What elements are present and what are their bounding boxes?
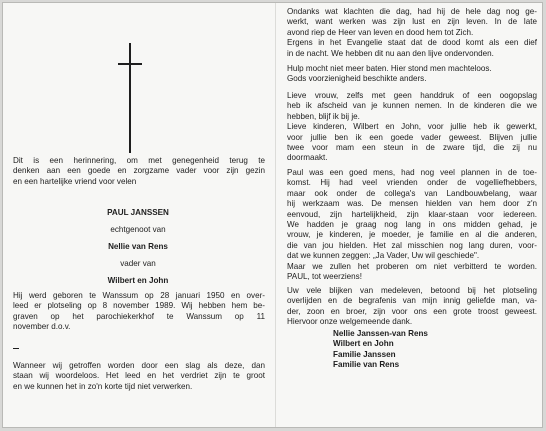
- text-line: Lieve vrouw, zelfs met geen handdruk of een oogopslag: [287, 91, 537, 100]
- text-line: Uw vele blijken van medeleven, betoond bij het plotseling: [287, 286, 537, 295]
- closing-text: [13, 361, 265, 392]
- intro-line: en een hartelijke vriend voor velen: [13, 176, 137, 186]
- intro-text: [13, 156, 265, 187]
- paragraph-2: [287, 64, 537, 85]
- text-line: Lieve kinderen, Wilbert en John, voor jullie heb ik gewerkt,: [287, 122, 537, 132]
- bio-line: Hij werd geboren te Wanssum op 28 januari 1950 en over-: [13, 291, 265, 300]
- closing-line: en we kunnen het in zo'n korte tijd niet verwerken.: [13, 381, 193, 391]
- bio-line: graven op het parochiekerkhof te Wanssum op 11: [13, 311, 265, 321]
- father-label: vader van: [120, 259, 156, 268]
- closing-line: staan wij woordeloos. Het leed en het verdriet zijn te groot: [13, 371, 265, 381]
- bio-text: [13, 291, 265, 333]
- text-line: We hadden je graag nog lang in ons midden gehad, je: [287, 220, 537, 230]
- text-line: dat we kunnen zeggen: „Ja Vader, Uw wil geschiede".: [287, 251, 480, 261]
- text-line: voor jullie ben ik een goede vader geweest. Blijven jullie: [287, 132, 537, 142]
- paragraph-4: [287, 168, 537, 282]
- text-line: Ondanks wat klachten die dag, had hij de hele dag nog ge-: [287, 7, 537, 16]
- text-line: Paul was een goed mens, had nog veel plannen in de toe-: [287, 168, 537, 177]
- text-line: hij werkzaam was. De mensen hielden van hem door z'n: [287, 199, 537, 209]
- text-line: der, zoon en broer, zijn voor ons een grote troost geweest.: [287, 306, 537, 316]
- text-line: Gods voorzienigheid beschikte anders.: [287, 74, 427, 84]
- signatures: [333, 329, 493, 371]
- paragraph-1: [287, 7, 537, 59]
- spouse-name: Nellie van Rens: [108, 242, 168, 251]
- text-line: avond riep de Heer van leven en dood hem tot Zich.: [287, 27, 474, 37]
- bio-line: november d.o.v.: [13, 322, 71, 332]
- text-line: in de nacht. We hebben dit nu aan den lijve ondervonden.: [287, 48, 494, 58]
- children-names: Wilbert en John: [107, 276, 169, 285]
- fold-line: [275, 3, 276, 427]
- text-line: die van jou hielden. Het zal misschien nog lang duren, voor-: [287, 240, 537, 250]
- memorial-card: [2, 2, 543, 428]
- spouse-label: echtgenoot van: [110, 225, 166, 234]
- text-line: hebben, blijf ik bij je.: [287, 111, 360, 121]
- text-line: PAUL, tot weerziens!: [287, 272, 362, 282]
- divider-dash: [13, 348, 19, 349]
- paragraph-3: [287, 91, 537, 164]
- intro-line: denken aan een goede en zorgzame vader voor zijn gezin: [13, 166, 265, 176]
- signature-line: Wilbert en John: [333, 339, 394, 349]
- intro-line: Dit is een herinnering, om met genegenheid terug te: [13, 156, 265, 165]
- text-line: maar ook onder de collega's van Landbouwbelang, waar: [287, 188, 537, 198]
- paragraph-5: [287, 286, 537, 328]
- text-line: komst. Hij had veel vrienden onder de vogelliefhebbers,: [287, 178, 537, 188]
- deceased-name: PAUL JANSSEN: [107, 208, 169, 217]
- text-line: Maar we zullen het proberen om niet verbitterd te worden.: [287, 261, 537, 271]
- text-line: Hiervoor onze welgemeende dank.: [287, 317, 413, 327]
- signature-line: Nellie Janssen-van Rens: [333, 329, 428, 338]
- text-line: heb ik afscheid van je kunnen nemen. In de kinderen die we: [287, 101, 537, 111]
- closing-line: Wanneer wij getroffen worden door een slag als deze, dan: [13, 361, 265, 370]
- cross-icon: [118, 43, 142, 153]
- text-line: eenvoud, zijn hartelijkheid, zijn klaar-staan voor iedereen.: [287, 209, 537, 219]
- text-line: Hulp mocht niet meer baten. Hier stond men machteloos.: [287, 64, 492, 73]
- signature-line: Familie Janssen: [333, 349, 396, 359]
- text-line: werkt, want werken was zijn lust en zijn leven. In de late: [287, 17, 537, 27]
- text-line: doormaakt.: [287, 153, 328, 163]
- text-line: overlijden en de begrafenis van mijn innig geliefde man, va-: [287, 296, 537, 306]
- bio-line: leed er plotseling op 8 november 1989. Wij hebben hem be-: [13, 301, 265, 311]
- text-line: twee voor mam een steun in de zware tijd, die zij nu: [287, 143, 537, 153]
- signature-line: Familie van Rens: [333, 360, 400, 370]
- text-line: vrouw, je kinderen, je moeder, je familie en al die anderen,: [287, 230, 537, 240]
- text-line: Ergens in het Evangelie staat dat de dood komt als een dief: [287, 38, 537, 48]
